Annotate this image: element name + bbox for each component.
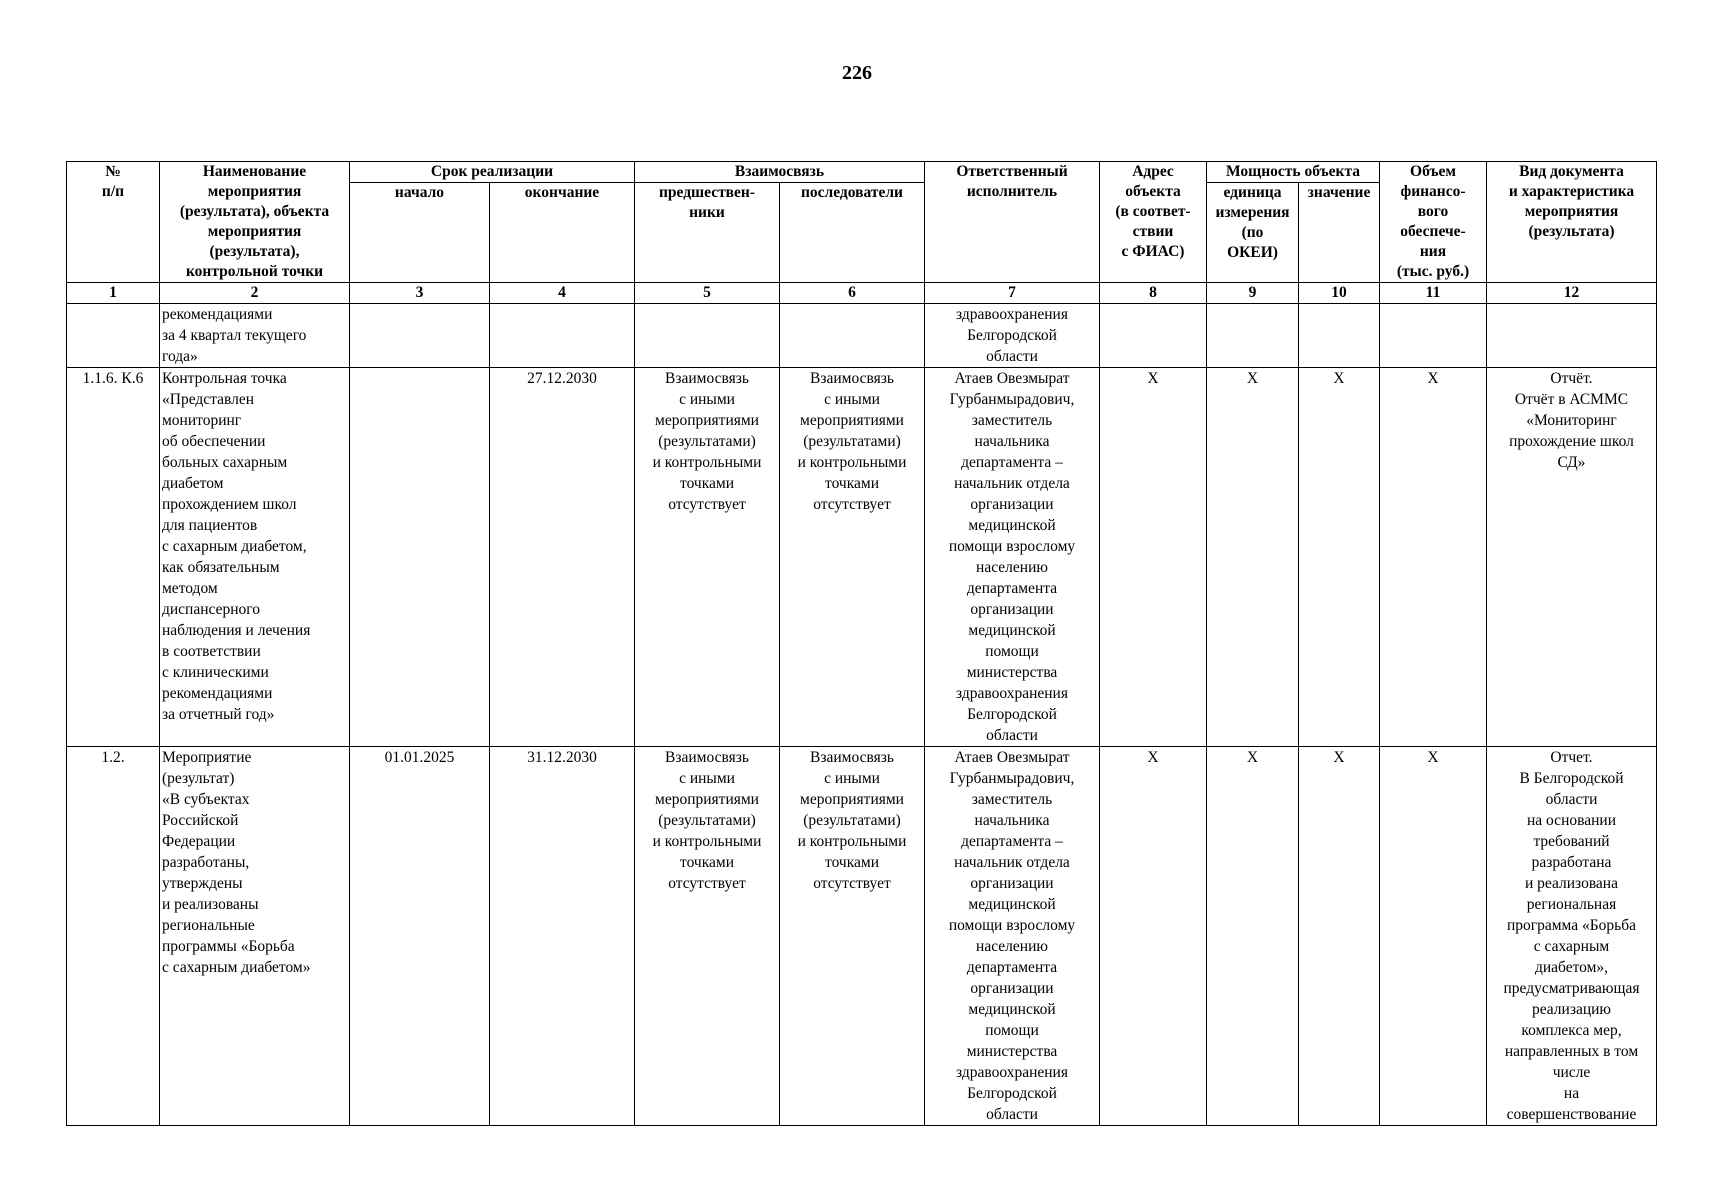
cell-value: Х (1299, 747, 1380, 1126)
header-link-prev: предшествен- ники (635, 183, 780, 283)
header-doc-type: Вид документа и характеристика мероприятия (результата) (1487, 162, 1657, 283)
cell-responsible: здравоохранения Белгородской области (925, 304, 1100, 368)
column-number: 11 (1380, 283, 1487, 304)
cell-end: 27.12.2030 (490, 368, 635, 747)
column-number: 9 (1207, 283, 1299, 304)
cell-num (67, 304, 160, 368)
cell-prev (635, 304, 780, 368)
cell-next: Взаимосвязь с иными мероприятиями (результатами) и контрольными точками отсутствует (780, 368, 925, 747)
column-number: 3 (350, 283, 490, 304)
header-capacity-unit: единица измерения (по ОКЕИ) (1207, 183, 1299, 283)
cell-address: Х (1100, 368, 1207, 747)
column-number: 8 (1100, 283, 1207, 304)
header-term: Срок реализации (350, 162, 635, 183)
column-number: 6 (780, 283, 925, 304)
cell-address (1100, 304, 1207, 368)
header-capacity: Мощность объекта (1207, 162, 1380, 183)
cell-doc: Отчёт. Отчёт в АСММС «Мониторинг прохождение школ СД» (1487, 368, 1657, 747)
column-number: 7 (925, 283, 1100, 304)
column-number: 12 (1487, 283, 1657, 304)
header-num: № п/п (67, 162, 160, 283)
cell-funding (1380, 304, 1487, 368)
cell-end: 31.12.2030 (490, 747, 635, 1126)
cell-prev: Взаимосвязь с иными мероприятиями (результатами) и контрольными точками отсутствует (635, 368, 780, 747)
column-number: 4 (490, 283, 635, 304)
cell-funding: Х (1380, 368, 1487, 747)
cell-next: Взаимосвязь с иными мероприятиями (результатами) и контрольными точками отсутствует (780, 747, 925, 1126)
header-capacity-value: значение (1299, 183, 1380, 283)
cell-funding: Х (1380, 747, 1487, 1126)
cell-num: 1.1.6. К.6 (67, 368, 160, 747)
column-number: 5 (635, 283, 780, 304)
cell-name: Контрольная точка «Представлен мониторинг об обеспечении больных сахарным диабетом прохождением школ для пациентов с сахарным диабетом, как обязательным методом диспансерного наблюдения и лечения в соответствии с клиническими рекомендациями за отчетный год» (160, 368, 350, 747)
header-term-end: окончание (490, 183, 635, 283)
header-link-next: последователи (780, 183, 925, 283)
cell-unit: Х (1207, 747, 1299, 1126)
cell-unit: Х (1207, 368, 1299, 747)
plan-table (66, 161, 1657, 1126)
cell-prev: Взаимосвязь с иными мероприятиями (результатами) и контрольными точками отсутствует (635, 747, 780, 1126)
cell-responsible: Атаев Овезмырат Гурбанмырадович, заместитель начальника департамента – начальник отдела организации медицинской помощи взрослому населению департамента организации медицинской помощи министерства здравоохранения Белгородской области (925, 747, 1100, 1126)
cell-start: 01.01.2025 (350, 747, 490, 1126)
cell-address: Х (1100, 747, 1207, 1126)
cell-start (350, 368, 490, 747)
header-funding: Объем финансо- вого обеспече- ния (тыс. руб.) (1380, 162, 1487, 283)
cell-next (780, 304, 925, 368)
header-link: Взаимосвязь (635, 162, 925, 183)
cell-start (350, 304, 490, 368)
cell-num: 1.2. (67, 747, 160, 1126)
cell-name: Мероприятие (результат) «В субъектах Российской Федерации разработаны, утверждены и реализованы региональные программы «Борьба с сахарным диабетом» (160, 747, 350, 1126)
header-term-start: начало (350, 183, 490, 283)
header-responsible: Ответственный исполнитель (925, 162, 1100, 283)
page-number: 226 (842, 62, 872, 84)
cell-responsible: Атаев Овезмырат Гурбанмырадович, заместитель начальника департамента – начальник отдела организации медицинской помощи взрослому населению департамента организации медицинской помощи министерства здравоохранения Белгородской области (925, 368, 1100, 747)
cell-unit (1207, 304, 1299, 368)
table-row (67, 747, 1657, 1126)
column-number: 2 (160, 283, 350, 304)
header-address: Адрес объекта (в соответ- ствии с ФИАС) (1100, 162, 1207, 283)
header-name: Наименование мероприятия (результата), объекта мероприятия (результата), контрольной точки (160, 162, 350, 283)
table-row (67, 304, 1657, 368)
cell-name: рекомендациями за 4 квартал текущего года» (160, 304, 350, 368)
column-number: 10 (1299, 283, 1380, 304)
column-number: 1 (67, 283, 160, 304)
cell-end (490, 304, 635, 368)
cell-doc (1487, 304, 1657, 368)
cell-value: Х (1299, 368, 1380, 747)
cell-value (1299, 304, 1380, 368)
table-row (67, 368, 1657, 747)
cell-doc: Отчет. В Белгородской области на основании требований разработана и реализована региональная программа «Борьба с сахарным диабетом», предусматривающая реализацию комплекса мер, направленных в том числе на совершенствование (1487, 747, 1657, 1126)
